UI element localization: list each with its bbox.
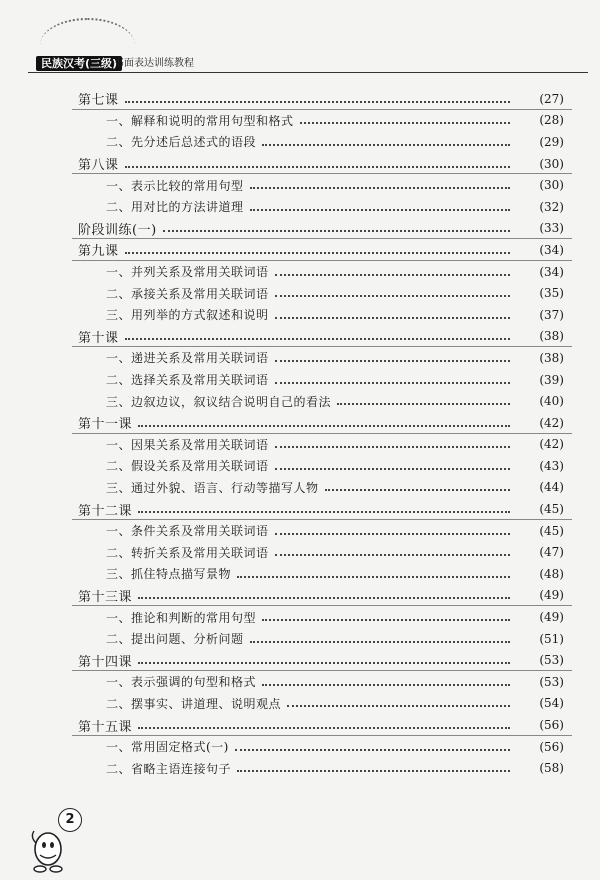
book-subtitle: 书面表达训练教程 bbox=[114, 58, 194, 69]
toc-page-number: (48) bbox=[539, 566, 564, 581]
dot-leader bbox=[237, 770, 510, 772]
toc-lesson-row bbox=[0, 585, 600, 607]
toc-page-number: (49) bbox=[539, 610, 564, 625]
dot-leader bbox=[138, 662, 510, 664]
dot-leader bbox=[235, 749, 510, 751]
toc-entry-title: 二、摆事实、讲道理、说明观点 bbox=[106, 696, 282, 711]
toc-section-row bbox=[0, 520, 600, 542]
toc-page-number: (34) bbox=[539, 242, 564, 257]
toc-lesson-row bbox=[0, 412, 600, 434]
toc-section-row bbox=[0, 563, 600, 585]
dot-leader bbox=[237, 576, 510, 578]
dot-leader bbox=[325, 489, 510, 491]
toc-section-row bbox=[0, 110, 600, 132]
toc-entry-title: 第九课 bbox=[78, 244, 119, 260]
dot-leader bbox=[300, 122, 510, 124]
toc-page-number: (58) bbox=[539, 761, 564, 776]
toc-page-number: (45) bbox=[539, 523, 564, 538]
dot-leader bbox=[275, 554, 510, 556]
toc-entry-title: 二、省略主语连接句子 bbox=[106, 761, 232, 776]
toc-lesson-row bbox=[0, 649, 600, 671]
toc-page-number: (29) bbox=[539, 134, 564, 149]
toc-page-number: (33) bbox=[539, 221, 564, 236]
toc-section-row bbox=[0, 455, 600, 477]
toc-entry-title: 第八课 bbox=[78, 158, 119, 174]
toc-section-row bbox=[0, 390, 600, 412]
dot-leader bbox=[275, 468, 510, 470]
dot-leader bbox=[262, 144, 510, 146]
toc-entry-title: 二、提出问题、分析问题 bbox=[106, 632, 244, 647]
toc-page-number: (44) bbox=[539, 480, 564, 495]
dot-leader bbox=[250, 641, 510, 643]
dot-leader bbox=[337, 403, 510, 405]
toc-page-number: (32) bbox=[539, 199, 564, 214]
dot-leader bbox=[262, 619, 510, 621]
toc-section-row bbox=[0, 757, 600, 779]
dot-leader bbox=[138, 425, 510, 427]
toc-entry-title: 一、常用固定格式(一) bbox=[106, 740, 229, 755]
toc-lesson-row bbox=[0, 714, 600, 736]
toc-page-number: (43) bbox=[539, 458, 564, 473]
toc-lesson-row bbox=[0, 239, 600, 261]
toc-entry-title: 第十一课 bbox=[78, 417, 133, 433]
toc-entry-title: 第十三课 bbox=[78, 589, 133, 605]
dot-leader bbox=[275, 360, 510, 362]
toc-section-row bbox=[0, 174, 600, 196]
dot-leader bbox=[275, 317, 510, 319]
toc-entry-title: 二、承接关系及常用关联词语 bbox=[106, 286, 269, 301]
book-series-badge: 民族汉考(三级) bbox=[36, 56, 122, 71]
toc-page-number: (30) bbox=[539, 156, 564, 171]
dot-leader bbox=[275, 533, 510, 535]
toc-page-number: (42) bbox=[539, 437, 564, 452]
toc-entry-title: 三、用列举的方式叙述和说明 bbox=[106, 308, 269, 323]
toc-page-number: (53) bbox=[539, 653, 564, 668]
toc-lesson-row bbox=[0, 498, 600, 520]
toc-section-row bbox=[0, 196, 600, 218]
dot-leader bbox=[275, 295, 510, 297]
header-rule bbox=[28, 72, 588, 73]
toc-section-row bbox=[0, 369, 600, 391]
toc-entry-title: 一、递进关系及常用关联词语 bbox=[106, 351, 269, 366]
toc-page-number: (38) bbox=[539, 329, 564, 344]
toc-page-number: (38) bbox=[539, 350, 564, 365]
toc-page-number: (34) bbox=[539, 264, 564, 279]
dot-leader bbox=[125, 252, 510, 254]
toc-page-number: (27) bbox=[539, 91, 564, 106]
toc-entry-title: 一、因果关系及常用关联词语 bbox=[106, 437, 269, 452]
toc-entry-title: 一、表示强调的句型和格式 bbox=[106, 675, 257, 690]
toc-page-number: (56) bbox=[539, 718, 564, 733]
toc-section-row bbox=[0, 347, 600, 369]
toc-entry-title: 二、假设关系及常用关联词语 bbox=[106, 459, 269, 474]
dot-leader bbox=[163, 230, 510, 232]
toc-lesson-row bbox=[0, 218, 600, 240]
toc-entry-title: 三、通过外貌、语言、行动等描写人物 bbox=[106, 480, 319, 495]
toc-section-row bbox=[0, 693, 600, 715]
toc-page-number: (51) bbox=[539, 631, 564, 646]
toc-entry-title: 二、选择关系及常用关联词语 bbox=[106, 373, 269, 388]
toc-page-number: (42) bbox=[539, 415, 564, 430]
toc-section-row bbox=[0, 628, 600, 650]
toc-page-number: (54) bbox=[539, 696, 564, 711]
toc-page-number: (47) bbox=[539, 545, 564, 560]
toc-entry-title: 第七课 bbox=[78, 93, 119, 109]
toc-page-number: (35) bbox=[539, 286, 564, 301]
toc-section-row bbox=[0, 131, 600, 153]
toc-entry-title: 第十课 bbox=[78, 330, 119, 346]
toc-page-number: (53) bbox=[539, 674, 564, 689]
toc-section-row bbox=[0, 261, 600, 283]
toc-entry-title: 第十二课 bbox=[78, 503, 133, 519]
toc-page-number: (39) bbox=[539, 372, 564, 387]
toc-page-number: (49) bbox=[539, 588, 564, 603]
toc-entry-title: 二、用对比的方法讲道理 bbox=[106, 200, 244, 215]
dot-leader bbox=[250, 187, 510, 189]
toc-page-number: (40) bbox=[539, 394, 564, 409]
toc-entry-title: 一、表示比较的常用句型 bbox=[106, 178, 244, 193]
dot-leader bbox=[262, 684, 510, 686]
dot-leader bbox=[138, 511, 510, 513]
toc-entry-title: 一、并列关系及常用关联词语 bbox=[106, 265, 269, 280]
toc-section-row bbox=[0, 671, 600, 693]
toc-entry-title: 二、转折关系及常用关联词语 bbox=[106, 545, 269, 560]
dot-leader bbox=[275, 446, 510, 448]
toc-section-row bbox=[0, 541, 600, 563]
toc-entry-title: 第十四课 bbox=[78, 654, 133, 670]
dot-leader bbox=[138, 727, 510, 729]
dot-leader bbox=[250, 209, 510, 211]
dot-leader bbox=[275, 382, 510, 384]
dot-leader bbox=[125, 101, 510, 103]
dot-leader bbox=[125, 338, 510, 340]
toc-section-row bbox=[0, 477, 600, 499]
toc-lesson-row bbox=[0, 88, 600, 110]
toc-page-number: (56) bbox=[539, 739, 564, 754]
toc-entry-title: 一、解释和说明的常用句型和格式 bbox=[106, 113, 294, 128]
toc-lesson-row bbox=[0, 153, 600, 175]
toc-section-row bbox=[0, 606, 600, 628]
dot-leader bbox=[125, 166, 510, 168]
toc-section-row bbox=[0, 282, 600, 304]
toc-entry-title: 一、推论和判断的常用句型 bbox=[106, 610, 257, 625]
toc-entry-title: 第十五课 bbox=[78, 719, 133, 735]
toc-entry-title: 三、边叙边议，叙议结合说明自己的看法 bbox=[106, 394, 332, 409]
toc-page-number: (30) bbox=[539, 178, 564, 193]
toc-section-row bbox=[0, 736, 600, 758]
toc-page-number: (37) bbox=[539, 307, 564, 322]
dot-leader bbox=[138, 597, 510, 599]
toc-entry-title: 三、抓住特点描写景物 bbox=[106, 567, 232, 582]
toc-lesson-row bbox=[0, 326, 600, 348]
toc-entry-title: 阶段训练(一) bbox=[78, 222, 157, 238]
toc-section-row bbox=[0, 434, 600, 456]
table-of-contents bbox=[0, 88, 600, 779]
toc-page-number: (28) bbox=[539, 113, 564, 128]
dot-leader bbox=[275, 274, 510, 276]
toc-section-row bbox=[0, 304, 600, 326]
toc-page-number: (45) bbox=[539, 502, 564, 517]
page-number: 2 bbox=[58, 808, 82, 832]
running-header bbox=[0, 0, 600, 75]
toc-entry-title: 一、条件关系及常用关联词语 bbox=[106, 524, 269, 539]
toc-entry-title: 二、先分述后总述式的语段 bbox=[106, 135, 257, 150]
dot-leader bbox=[287, 705, 510, 707]
